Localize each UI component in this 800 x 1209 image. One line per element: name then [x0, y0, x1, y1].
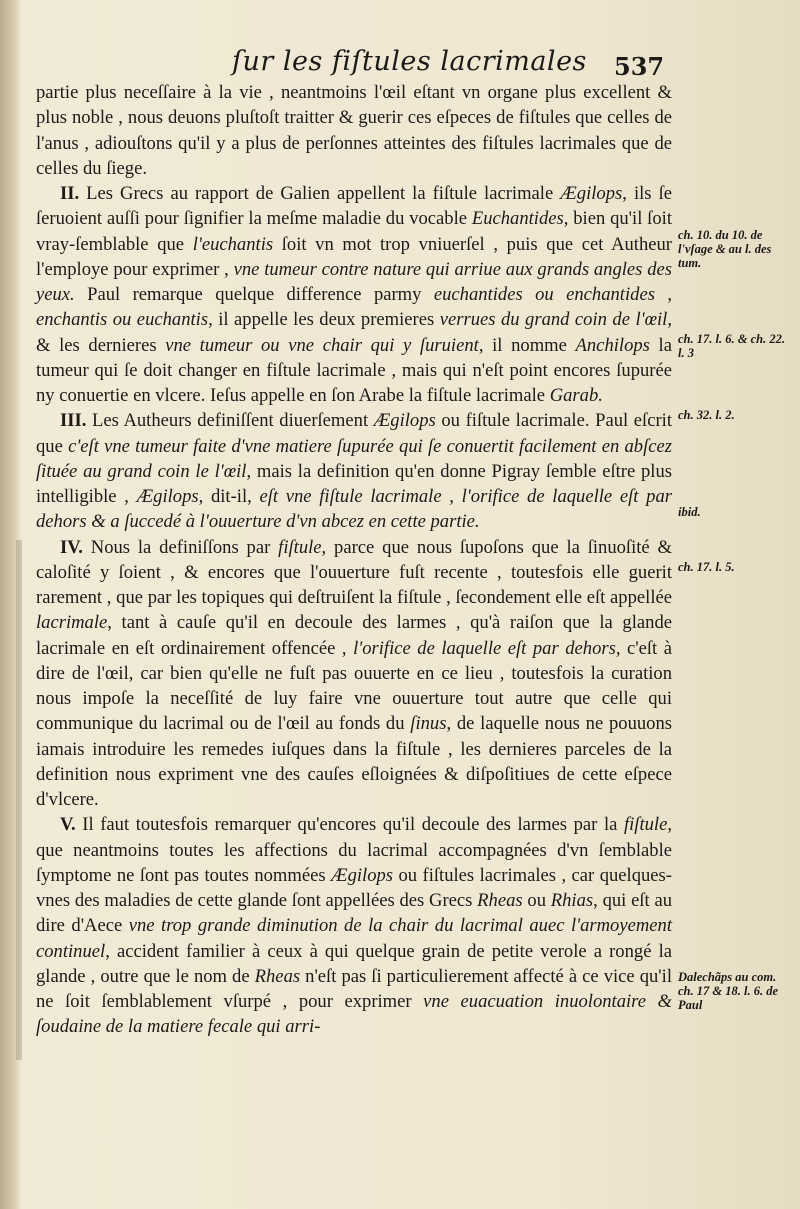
- paragraph-text: , que neantmoins toutes les affections du lacrimal accompagnées d'vn ſemblable ſymptome ne ſont pas toutes nommées: [36, 814, 672, 886]
- margin-note: Dalechãps au com. ch. 17 & 18. l. 6. de Paul: [678, 970, 778, 1012]
- paragraph-text: la tumeur qui ſe doit changer en fiſtule lacrimale , mais qui n'eſt point encores ſupurée ny conuertie en vlcere. Ieſus appelle en ſon Arabe la fiſtule lacrimale: [36, 334, 672, 406]
- italic-term: Euchantides: [471, 208, 564, 230]
- italic-term: Ægilops: [560, 183, 623, 204]
- main-text: [36, 80, 672, 1040]
- paragraph-text: Il faut toutesfois remarquer qu'encores qu'il decoule des larmes par la: [75, 814, 624, 836]
- italic-quote: vne tumeur contre nature qui arriue aux grands angles des yeux.: [36, 258, 673, 305]
- paragraph-text: , qui eſt au dire d'Aece: [36, 890, 673, 937]
- italic-term: fiſtule: [623, 814, 668, 836]
- italic-term: Ægilops: [136, 486, 199, 507]
- paragraph-v: [36, 812, 672, 1039]
- paragraph-text: , & les dernieres: [36, 309, 672, 356]
- paragraph-text: ou fiſtules lacrimales , car quelques-vnes des maladies de cette glande ſont appellées des Grecs: [36, 864, 672, 911]
- paragraph-text: Nous la definiſſons par: [82, 536, 279, 558]
- section-number: III.: [60, 410, 87, 432]
- italic-quote: vne euacuation inuolontaire & ſoudaine de la matiere fecale qui arri-: [36, 991, 673, 1038]
- paragraph-text: , tant à cauſe qu'il en decoule des larmes , qu'à raiſon que la glande lacrimale en eſt ordinairement offencée ,: [36, 612, 672, 659]
- italic-term: Rheas: [477, 890, 523, 911]
- italic-quote: vne trop grande diminution de la chair du lacrimal auec l'armoyement continuel: [36, 915, 673, 962]
- italic-term: euchantides ou enchantides , enchantis ou euchantis: [36, 284, 672, 331]
- paragraph-text: , c'eſt à dire de l'œil, car bien qu'elle ne fuſt pas ouuerte en ce lieu , toutesfois la curation nous impoſe la neceſſité de luy faire vne ouuerture tout autre que celle qui communique du lacrimal ou de l'œil au fonds du: [36, 637, 673, 735]
- paragraph-iii: [36, 408, 672, 534]
- paragraph-text: , accident familier à ceux à qui quelque grain de petite verole a rongé la glande , outre que le nom de: [36, 940, 672, 987]
- section-number: IV.: [60, 536, 83, 558]
- paragraph-iv: [36, 535, 672, 813]
- italic-term: fiſtule: [278, 536, 322, 558]
- italic-term: Rheas: [254, 965, 301, 987]
- paragraph-text: Paul remarque quelque difference parmy: [74, 284, 434, 305]
- paragraph-text: , dit-il,: [198, 486, 260, 507]
- italic-term: lacrimale: [36, 612, 108, 634]
- margin-note: ch. 17. l. 5.: [678, 560, 735, 574]
- margin-note: ch. 10. du 10. de l'vſage & au l. des tum.: [678, 228, 772, 270]
- paragraph-ii: [36, 181, 672, 408]
- paragraph-text: , de laquelle nous ne pouuons iamais introduire les remedes iuſques dans la fiſtule , les dernieres parceles de la definition nous expriment vne des cauſes eſloignées & diſpoſitiues de cette eſpece d'vlcere.: [36, 713, 672, 810]
- paragraph-text: ou fiſtule lacrimale. Paul eſcrit que: [36, 410, 672, 457]
- italic-term: Garab.: [549, 385, 603, 406]
- paragraph-text: ſoit vn mot trop vniuerſel , puis que cet Autheur l'employe pour exprimer ,: [36, 233, 672, 280]
- section-number: II.: [60, 183, 80, 204]
- paragraph-text: , ils ſe ſeruoient auſſi pour ſignifier la meſme maladie du vocable: [36, 183, 672, 230]
- italic-term: ſinus: [410, 713, 447, 735]
- italic-quote: l'orifice de laquelle eſt par dehors: [353, 637, 616, 659]
- italic-quote: verrues du grand coin de l'œil: [439, 309, 668, 331]
- section-number: V.: [60, 814, 76, 836]
- running-title: ſur les fiſtules lacrimales: [232, 46, 587, 77]
- paragraph-text: ou: [522, 890, 551, 911]
- margin-note: ch. 17. l. 6. & ch. 22. l. 3: [678, 332, 785, 360]
- paragraph-text: , il nomme: [478, 334, 576, 356]
- paragraph-text: partie plus neceſſaire à la vie , neantmoins l'œil eſtant vn organe plus excellent & plus noble , nous deuons pluſtoſt traitter & guerir ces eſpeces de fiſtules que celles de l'anus , adiouſtons qu'il y a plus de perſonnes atteintes des fiſtules lacrimales que de celles du ſiege.: [36, 82, 672, 179]
- page-fold-shadow: [16, 540, 22, 1060]
- italic-quote: eſt vne fiſtule lacrimale , l'orifice de laquelle eſt par dehors & a ſuccedé à l'ouuerture d'vn abcez en cette partie.: [36, 486, 672, 533]
- italic-term: Anchilops: [575, 334, 650, 356]
- margin-note: ch. 32. l. 2.: [678, 408, 735, 422]
- italic-term: l'euchantis: [192, 233, 274, 255]
- paragraph-text: Les Grecs au rapport de Galien appellent la fiſtule lacrimale: [79, 183, 561, 204]
- italic-term: Ægilops: [331, 864, 394, 886]
- italic-quote: c'eſt vne tumeur faite d'vne matiere ſupurée qui ſe conuertit facilement en abſcez ſituée au grand coin le l'œil: [36, 435, 672, 482]
- paragraph-text: Les Autheurs definiſſent diuerſement: [86, 410, 374, 432]
- margin-note: ibid.: [678, 505, 701, 519]
- paragraph-text: , mais la definition qu'en donne Pigray ſemble eſtre plus intelligible ,: [36, 460, 672, 507]
- italic-quote: vne tumeur ou vne chair qui y ſuruient: [165, 334, 479, 356]
- paragraph-continuation: [36, 80, 672, 181]
- italic-term: Rhias: [550, 890, 594, 911]
- paragraph-text: , parce que nous ſupoſons que la ſinuoſité & caloſité y ſoient , & encores que l'ouuerture fuſt recente , toutesfois elle guerit rarement , que par les topiques qui deſtruiſent la fiſtule , ſecondement elle eſt appellée: [36, 536, 673, 608]
- paragraph-text: , bien qu'il ſoit vray-ſemblable que: [36, 208, 672, 255]
- paragraph-text: n'eſt pas ſi particulierement affecté à ce vice qu'il ne ſoit ſemblablement vſurpé , pour exprimer: [36, 965, 672, 1012]
- page-number: 537: [614, 52, 665, 81]
- italic-term: Ægilops: [373, 410, 436, 432]
- paragraph-text: , il appelle les deux premieres: [208, 309, 440, 331]
